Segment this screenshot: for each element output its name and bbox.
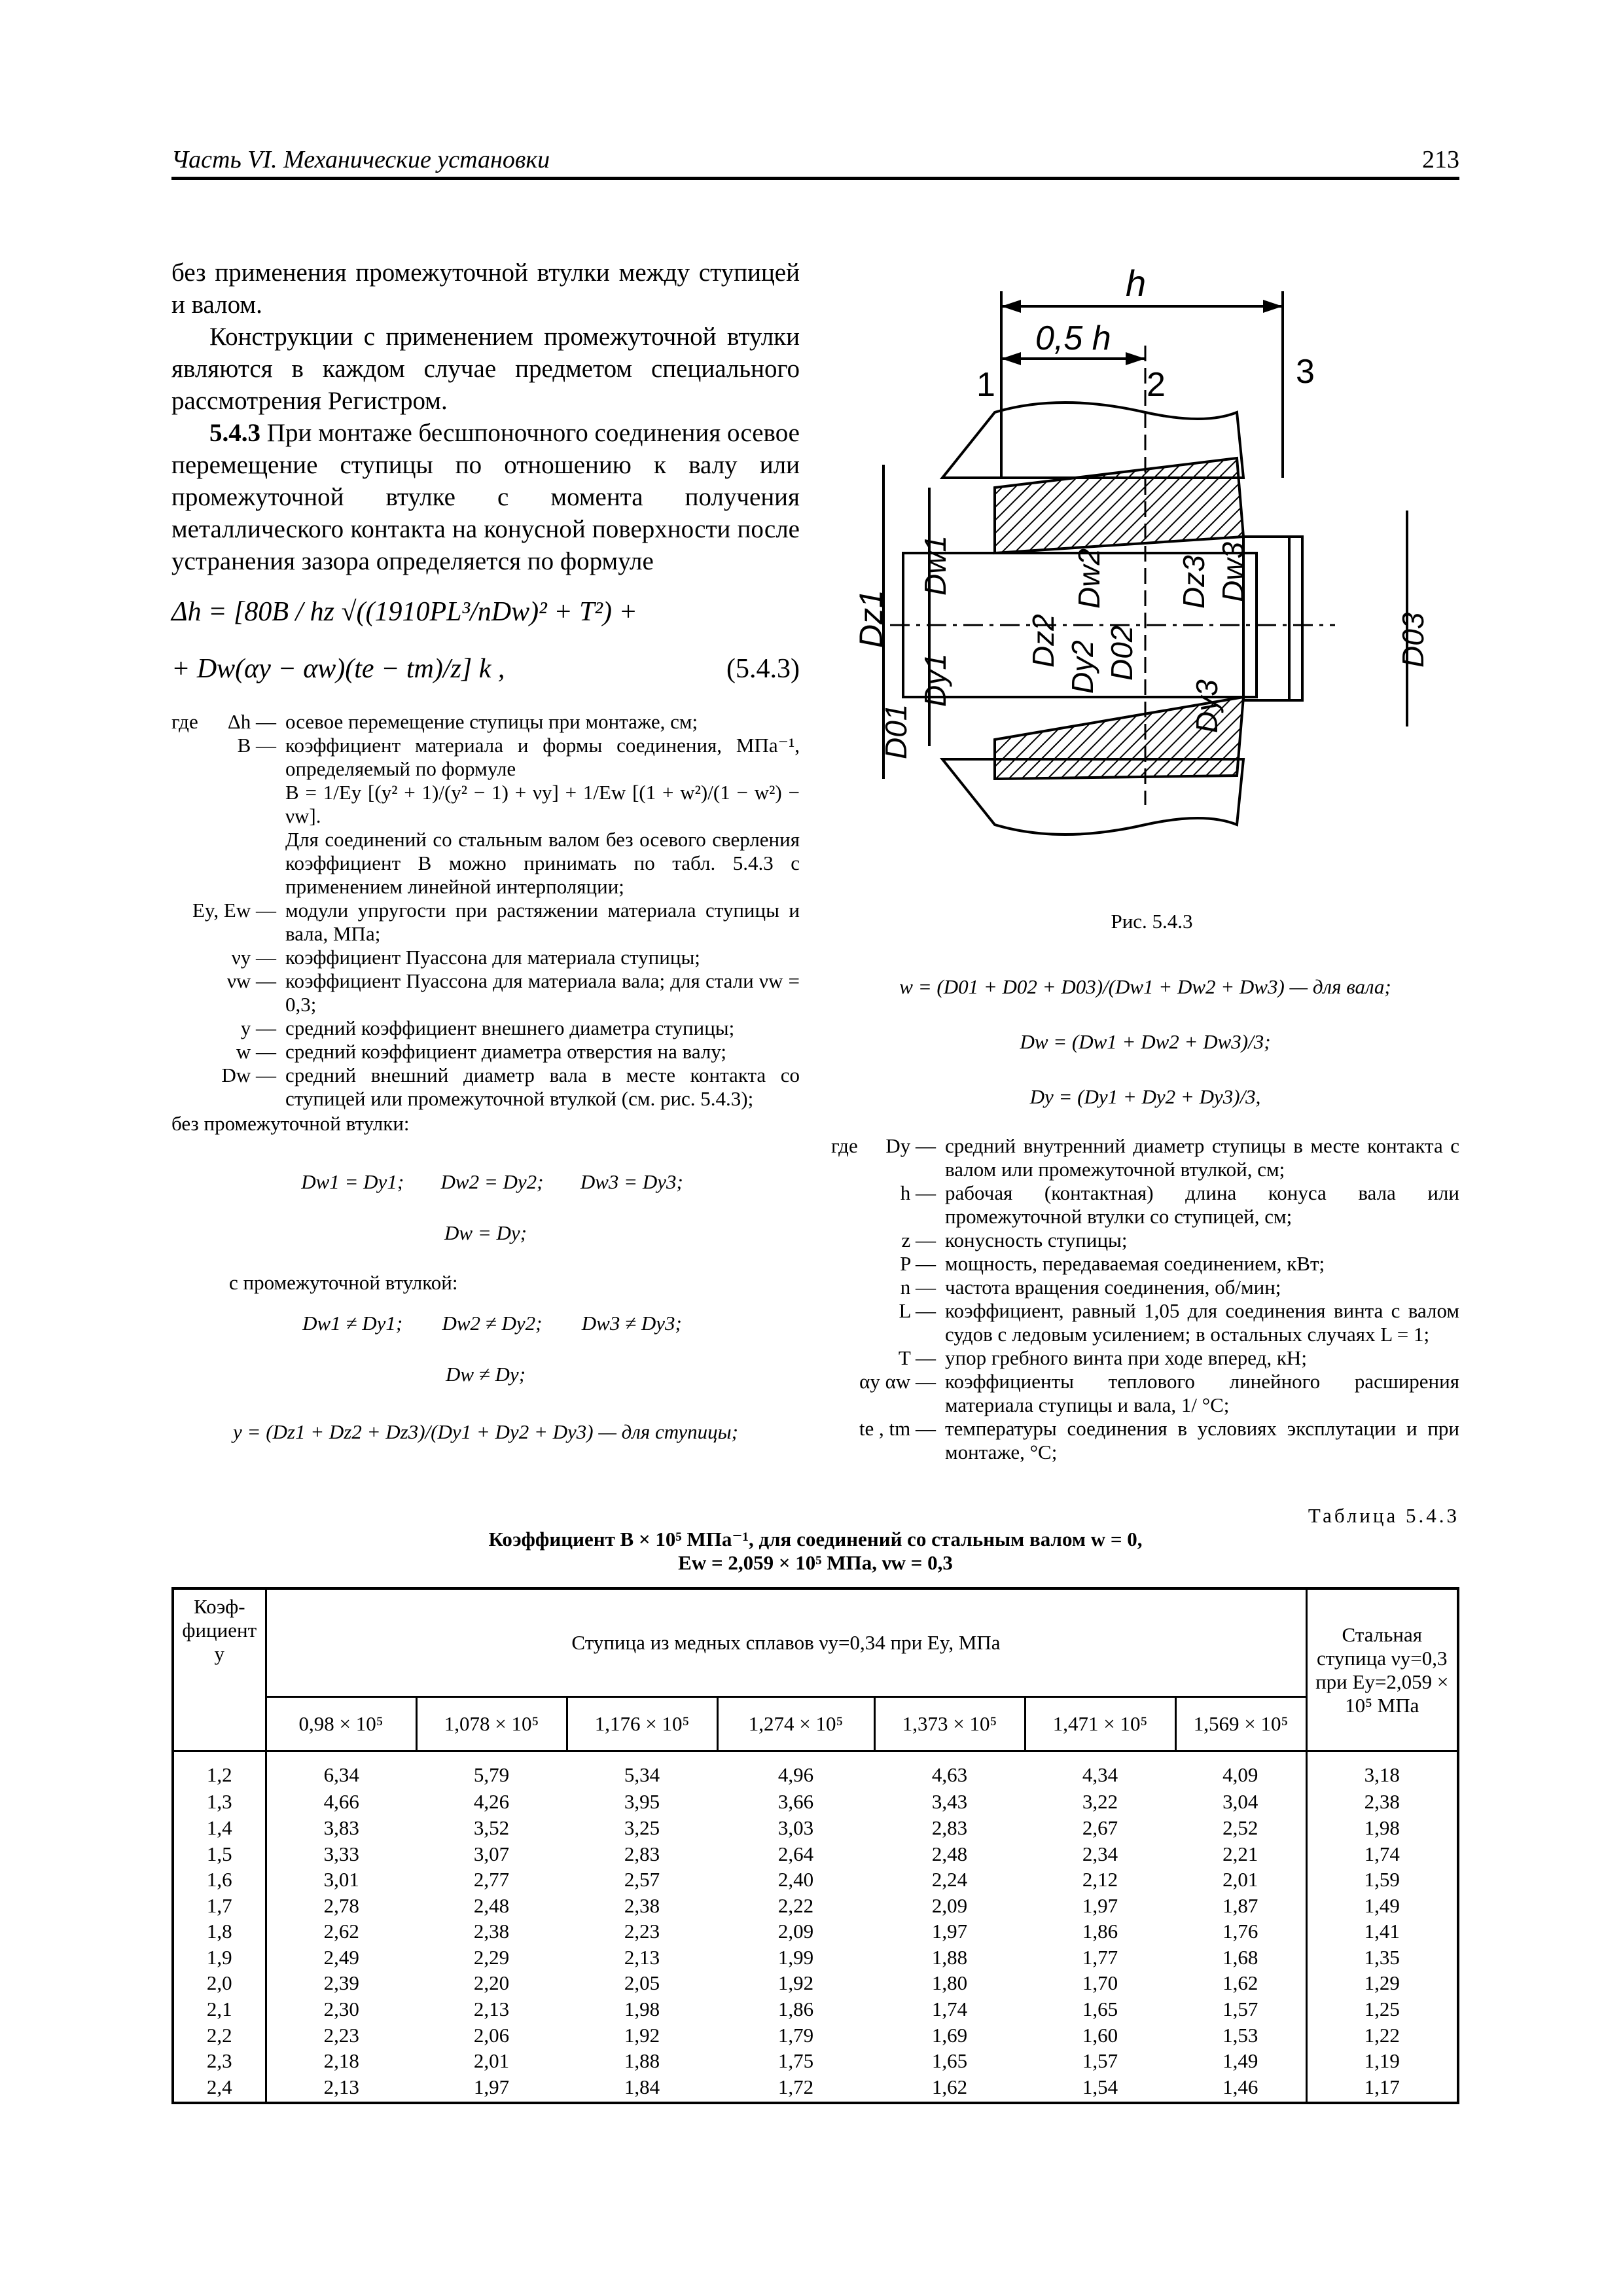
table-cell: 5,79 [473, 1763, 510, 1787]
table-title [171, 1528, 1459, 1575]
definition-text: Для соединений со стальным валом без осевого сверления коэффициент В можно принимать по табл. 5.4.3 с применением линейной интерполяции; [285, 828, 800, 898]
label-dy1: Dy1 [918, 653, 952, 707]
definition-text: B = 1/Ey [(y² + 1)/(y² − 1) + νy] + 1/Ew [(1 + w²)/(1 − w²) − νw]. [285, 781, 800, 827]
where-label-right: где [831, 1134, 858, 1157]
arrow-head [1263, 300, 1283, 313]
table-row [174, 1971, 1457, 1997]
table-cell: 3,43 [931, 1790, 968, 1814]
table-cell: 2,24 [931, 1868, 968, 1892]
filler-cell [717, 2100, 874, 2102]
table-cell: 3,07 [473, 1842, 510, 1865]
table-cell: 2,62 [323, 1920, 359, 1943]
table-cell: 2,48 [931, 1842, 968, 1865]
table-cell: 3,95 [624, 1790, 660, 1814]
table-cell: 1,35 [1364, 1945, 1400, 1969]
right-equations [831, 975, 1459, 1111]
table-cell: 2,29 [473, 1945, 510, 1969]
table-cell: 1,62 [1175, 1971, 1306, 1997]
table-cell: 1,87 [1175, 1893, 1306, 1919]
table-cell: 1,19 [1364, 2049, 1400, 2073]
arrow-head [1001, 352, 1021, 365]
definition-symbol: Δh — [227, 710, 276, 733]
equations-with-sleeve [171, 1312, 800, 1386]
definition-text: осевое перемещение ступицы при монтаже, см; [285, 710, 698, 733]
definition-symbol: y — [240, 1016, 276, 1039]
definition-text: коэффициент Пуассона для материала ступицы; [285, 946, 700, 969]
table-cell: 2,05 [624, 1971, 660, 1995]
table-row [174, 1918, 1457, 1945]
table-label: Таблица 5.4.3 [1308, 1504, 1459, 1527]
definition-text: коэффициент Пуассона для материала вала; для стали νw = 0,3; [285, 969, 800, 1016]
table-cell: 6,34 [323, 1763, 359, 1787]
arrow-head [1126, 352, 1145, 365]
eq-dw3-dy3: Dw3 = Dy3; [580, 1170, 683, 1193]
table-cell: 2,20 [473, 1971, 510, 1995]
label-dz2: Dz2 [1026, 614, 1060, 668]
filler-cell [1306, 2100, 1457, 2102]
subheader-row [174, 1696, 1457, 1751]
table-cell: 2,39 [323, 1971, 359, 1995]
label-dz3: Dz3 [1177, 555, 1211, 609]
table-row [174, 1867, 1457, 1893]
table-cell: 2,23 [323, 2023, 359, 2047]
definition-text: средний коэффициент внешнего диаметра ступицы; [285, 1016, 735, 1039]
definition-symbol: νy — [231, 946, 276, 969]
table-cell: 1,25 [1364, 1998, 1400, 2021]
row-coef-cell: 1,9 [174, 1945, 266, 1971]
table-cell: 1,69 [931, 2023, 968, 2047]
table-row [174, 1996, 1457, 2022]
row-coef-cell: 1,4 [174, 1815, 266, 1841]
table-cell: 2,38 [624, 1893, 660, 1917]
where-label: где [171, 710, 198, 733]
row-coef-cell: 1,7 [174, 1893, 266, 1919]
filler-cell [1025, 2100, 1175, 2102]
label-dz1: Dz1 [853, 590, 889, 648]
row-coef-cell: 1,3 [174, 1789, 266, 1816]
table-cell: 2,13 [473, 1998, 510, 2021]
filler-cell [266, 2100, 416, 2102]
definition-symbol: w — [236, 1040, 276, 1063]
table-cell: 2,57 [624, 1868, 660, 1892]
formula-block [171, 586, 800, 692]
table-cell: 4,09 [1175, 1751, 1306, 1789]
table-cell: 2,18 [323, 2049, 359, 2073]
table-cell: 1,74 [1364, 1842, 1400, 1865]
table-cell: 4,96 [777, 1763, 814, 1787]
table-cell: 1,99 [777, 1945, 814, 1969]
table-cell: 2,09 [777, 1920, 814, 1943]
table-cell: 4,34 [1082, 1763, 1118, 1787]
table-cell: 3,22 [1082, 1790, 1118, 1814]
table-cell: 1,57 [1082, 2049, 1118, 2073]
table-cell: 1,88 [931, 1945, 968, 1969]
label-dy3: Dy3 [1190, 679, 1224, 733]
label-dw1: Dw1 [918, 535, 952, 596]
formula-number: (5.4.3) [726, 654, 800, 684]
table-cell: 2,48 [473, 1893, 510, 1917]
table-cell: 2,78 [323, 1893, 359, 1917]
definition-text: коэффициент материала и формы соединения, МПа⁻¹, определяемый по формуле [285, 734, 800, 780]
definition-list-right [831, 1134, 1459, 1464]
table-cell: 3,18 [1364, 1763, 1400, 1787]
table-cell: 1,92 [624, 2023, 660, 2047]
table-cell: 1,84 [624, 2075, 660, 2098]
table-cell: 2,23 [624, 1920, 660, 1943]
table-cell: 1,72 [777, 2075, 814, 2098]
table-cell: 2,83 [931, 1816, 968, 1839]
table-title-line-1: Коэффициент B × 10⁵ МПа⁻¹, для соединений со стальным валом w = 0, [488, 1528, 1143, 1551]
table-row [174, 2022, 1457, 2049]
header-rule [171, 177, 1459, 180]
definition-text: температуры соединения в условиях эксплутации и при монтаже, °C; [945, 1417, 1459, 1463]
definition-symbol: P — [900, 1252, 936, 1275]
definition-text: рабочая (контактная) длина конуса вала или промежуточной втулки со ступицей, см; [945, 1181, 1459, 1228]
table-cell: 4,66 [323, 1790, 359, 1814]
filler-cell [174, 2100, 266, 2102]
definition-text: средний внешний диаметр вала в месте контакта со ступицей или промежуточной втулкой (см. рис. 5.4.3); [285, 1064, 800, 1110]
definition-symbol: Dy — [885, 1134, 936, 1157]
definition-symbol: h — [900, 1181, 936, 1204]
table-cell: 1,22 [1364, 2023, 1400, 2047]
definition-text: коэффициенты теплового линейного расширения материала ступицы и вала, 1/ °C; [945, 1370, 1459, 1416]
table-cell: 1,88 [624, 2049, 660, 2073]
table-cell: 1,17 [1364, 2075, 1400, 2098]
table-cell: 4,26 [473, 1790, 510, 1814]
definition-symbol: Dw — [221, 1064, 276, 1086]
table-cell: 1,92 [777, 1971, 814, 1995]
subheader-cell: 1,176 × 10⁵ [567, 1696, 717, 1751]
definition-symbol: n — [900, 1276, 936, 1299]
table-cell: 2,67 [1082, 1816, 1118, 1839]
clause-text: При монтаже бесшпоночного соединения осевое перемещение ступицы по отношению к валу или промежуточной втулке с момента получения металлического контакта на конусной поверхности после устранения зазора определяется по формуле [171, 419, 800, 575]
table-cell: 1,79 [777, 2023, 814, 2047]
label-2: 2 [1147, 366, 1166, 404]
eq-dy-mean: Dy = (Dy1 + Dy2 + Dy3)/3, [1029, 1085, 1261, 1108]
subheader-cell: 1,078 × 10⁵ [416, 1696, 567, 1751]
table-cell: 2,30 [323, 1998, 359, 2021]
definition-text: средний внутренний диаметр ступицы в месте контакта с валом или промежуточной втулкой, см; [945, 1134, 1459, 1181]
table-cell: 2,83 [624, 1842, 660, 1865]
table-cell: 3,25 [624, 1816, 660, 1839]
left-definitions [171, 710, 800, 1136]
table-cell: 3,66 [777, 1790, 814, 1814]
right-definitions [831, 1134, 1459, 1464]
table-row [174, 1893, 1457, 1919]
label-dw3: Dw3 [1216, 541, 1250, 602]
table-cell: 1,65 [931, 2049, 968, 2073]
table-cell: 1,75 [777, 2049, 814, 2073]
table-cell: 1,62 [931, 2075, 968, 2098]
eq-w: w = (D01 + D02 + D03)/(Dw1 + Dw2 + Dw3) — для вала; [899, 975, 1391, 998]
subheader-cell: 1,373 × 10⁵ [874, 1696, 1025, 1751]
table-cell: 1,80 [931, 1971, 968, 1995]
table-cell: 3,01 [323, 1868, 359, 1892]
eq-dw1-dy1: Dw1 = Dy1; [301, 1170, 404, 1193]
definition-text: упор гребного винта при ходе вперед, кН; [945, 1346, 1307, 1369]
table-cell: 2,21 [1175, 1841, 1306, 1867]
table-row [174, 1789, 1457, 1816]
table-row [174, 1751, 1457, 1789]
table-cell: 2,09 [931, 1893, 968, 1917]
table-cell: 2,40 [777, 1868, 814, 1892]
table-cell: 2,77 [473, 1868, 510, 1892]
without-sleeve-label: без промежуточной втулки: [171, 1112, 410, 1135]
table-cell: 2,38 [473, 1920, 510, 1943]
table-cell: 2,01 [473, 2049, 510, 2073]
table-cell: 3,33 [323, 1842, 359, 1865]
table-cell: 1,76 [1175, 1918, 1306, 1945]
table-cell: 1,65 [1082, 1998, 1118, 2021]
definition-symbol: νw — [226, 969, 276, 992]
table-row [174, 2074, 1457, 2100]
definition-list [171, 710, 800, 1111]
table-cell: 2,49 [323, 1945, 359, 1969]
table-cell: 1,49 [1175, 2048, 1306, 2074]
definition-text: средний коэффициент диаметра отверстия на валу; [285, 1040, 727, 1063]
eq-dw2-ne-dy2: Dw2 ≠ Dy2; [442, 1312, 543, 1335]
left-intro [171, 257, 800, 577]
eq-dw-dy: Dw = Dy; [444, 1221, 527, 1244]
table-cell: 1,49 [1364, 1893, 1400, 1917]
row-coef-cell: 1,2 [174, 1751, 266, 1789]
table-cell: 1,98 [1364, 1816, 1400, 1839]
table-cell: 1,41 [1364, 1920, 1400, 1943]
definition-symbol: Ey, Ew — [192, 899, 276, 922]
table-cell: 3,03 [777, 1816, 814, 1839]
table-cell: 1,54 [1082, 2075, 1118, 2098]
table-cell: 3,83 [323, 1816, 359, 1839]
table-cell: 1,74 [931, 1998, 968, 2021]
filler-cell [1175, 2100, 1306, 2102]
hub-section-top [995, 458, 1243, 553]
row-coef-cell: 2,3 [174, 2048, 266, 2074]
table-cell: 4,63 [931, 1763, 968, 1787]
table-cell: 1,97 [473, 2075, 510, 2098]
table-cell: 2,12 [1082, 1868, 1118, 1892]
formula-line-2: + Dw(αy − αw)(te − tm)/z] k , [171, 654, 505, 684]
with-sleeve-label: с промежуточной втулкой: [229, 1271, 458, 1294]
definition-symbol: B — [237, 734, 276, 757]
shaft-end [1243, 537, 1302, 700]
row-coef-cell: 2,0 [174, 1971, 266, 1997]
table-cell: 1,60 [1082, 2023, 1118, 2047]
definition-text: модули упругости при растяжении материала ступицы и вала, МПа; [285, 899, 800, 945]
definition-symbol [171, 781, 276, 828]
arrow-head [1001, 300, 1021, 313]
filler-cell [416, 2100, 567, 2102]
table-cell: 1,29 [1364, 1971, 1400, 1995]
figure-caption: Рис. 5.4.3 [1111, 910, 1193, 933]
figure-5-4-3 [853, 262, 1440, 877]
subheader-cell: 1,471 × 10⁵ [1025, 1696, 1175, 1751]
definition-text: мощность, передаваемая соединением, кВт; [945, 1252, 1325, 1275]
table-cell: 2,13 [624, 1945, 660, 1969]
eq-dw3-ne-dy3: Dw3 ≠ Dy3; [581, 1312, 682, 1335]
row-coef-cell: 2,2 [174, 2022, 266, 2049]
definition-symbol: αy αw — [859, 1370, 936, 1393]
table-cell: 1,57 [1175, 1996, 1306, 2022]
clause-number: 5.4.3 [209, 419, 260, 447]
equations-without-sleeve [171, 1170, 800, 1245]
label-dw2: Dw2 [1072, 548, 1106, 609]
coefficient-table [171, 1587, 1459, 2104]
label-half-h: 0,5 h [1035, 319, 1111, 357]
table-cell: 1,77 [1082, 1945, 1118, 1969]
table-cell: 2,52 [1175, 1815, 1306, 1841]
definition-text: коэффициент, равный 1,05 для соединения винта с валом судов с ледовым усилением; в остальных случаях L = 1; [945, 1299, 1459, 1346]
eq-y: y = (Dz1 + Dz2 + Dz3)/(Dy1 + Dy2 + Dy3) — для ступицы; [233, 1420, 738, 1443]
formula-line-1: Δh = [80B / hz √((1910PL³/nDw)² + T²) + [171, 597, 637, 627]
definition-text: частота вращения соединения, об/мин; [945, 1276, 1281, 1299]
header-steel-hub: Стальная ступица νy=0,3 при Ey=2,059 × 10⁵ МПа [1306, 1590, 1457, 1751]
table-cell: 1,86 [777, 1998, 814, 2021]
label-d03: D03 [1396, 612, 1430, 668]
table-cell: 1,59 [1364, 1868, 1400, 1892]
table-cell: 1,97 [931, 1920, 968, 1943]
label-d01: D01 [879, 704, 913, 759]
definition-text: конусность ступицы; [945, 1229, 1128, 1251]
eq-dw1-ne-dy1: Dw1 ≠ Dy1; [302, 1312, 403, 1335]
label-1: 1 [976, 366, 995, 404]
table-cell: 2,01 [1175, 1867, 1306, 1893]
paragraph-sleeve-constructions: Конструкции с применением промежуточной втулки являются в каждом случае предметом специального рассмотрения Регистром. [171, 323, 800, 415]
filler-cell [567, 2100, 717, 2102]
table-body [174, 1751, 1457, 2102]
table-filler-row [174, 2100, 1457, 2102]
table-cell: 2,64 [777, 1842, 814, 1865]
table-cell: 1,53 [1175, 2022, 1306, 2049]
table-cell: 1,98 [624, 1998, 660, 2021]
table-cell: 2,34 [1082, 1842, 1118, 1865]
paragraph-5-4-3 [171, 417, 800, 577]
formula-line-2-row [171, 646, 800, 692]
header-copper-hub: Ступица из медных сплавов νy=0,34 при Ey, МПа [266, 1590, 1306, 1696]
table-cell: 1,86 [1082, 1920, 1118, 1943]
paragraph-continuation: без применения промежуточной втулки между ступицей и валом. [171, 259, 800, 319]
row-coef-cell: 1,6 [174, 1867, 266, 1893]
table-row [174, 2048, 1457, 2074]
subheader-cell: 1,569 × 10⁵ [1175, 1696, 1306, 1751]
table-cell: 1,46 [1175, 2074, 1306, 2100]
row-coef-cell: 1,5 [174, 1841, 266, 1867]
table-cell: 1,70 [1082, 1971, 1118, 1995]
table-cell: 1,97 [1082, 1893, 1118, 1917]
row-coef-cell: 2,1 [174, 1996, 266, 2022]
table-cell: 2,38 [1364, 1790, 1400, 1814]
table-cell: 5,34 [624, 1763, 660, 1787]
table-row [174, 1945, 1457, 1971]
label-h: h [1126, 262, 1147, 304]
label-d02: D02 [1105, 625, 1139, 681]
table-title-line-2: Ew = 2,059 × 10⁵ МПа, νw = 0,3 [678, 1551, 953, 1574]
row-coef-cell: 2,4 [174, 2074, 266, 2100]
table-row [174, 1841, 1457, 1867]
header-coef: Коэф-фициент y [174, 1590, 266, 1751]
page-number: 213 [1422, 146, 1459, 173]
table-cell: 1,68 [1175, 1945, 1306, 1971]
table-cell: 2,06 [473, 2023, 510, 2047]
eq-dw2-dy2: Dw2 = Dy2; [440, 1170, 544, 1193]
subheader-cell: 0,98 × 10⁵ [266, 1696, 416, 1751]
table-cell: 2,13 [323, 2075, 359, 2098]
table-cell: 2,22 [777, 1893, 814, 1917]
eq-dw-ne-dy: Dw ≠ Dy; [445, 1363, 526, 1386]
definition-symbol: L — [899, 1299, 936, 1322]
definition-symbol [171, 828, 276, 899]
running-header-title: Часть VI. Механические установки [171, 146, 550, 173]
table-grid [174, 1590, 1457, 2102]
table-row [174, 1815, 1457, 1841]
label-dy2: Dy2 [1065, 640, 1099, 694]
definition-symbol: te , tm — [859, 1417, 936, 1440]
filler-cell [874, 2100, 1025, 2102]
subheader-cell: 1,274 × 10⁵ [717, 1696, 874, 1751]
row-coef-cell: 1,8 [174, 1918, 266, 1945]
table-cell: 3,04 [1175, 1789, 1306, 1816]
definition-symbol: T — [898, 1346, 936, 1369]
table-cell: 3,52 [473, 1816, 510, 1839]
eq-dw-mean: Dw = (Dw1 + Dw2 + Dw3)/3; [1020, 1030, 1271, 1053]
definition-symbol: z — [901, 1229, 936, 1251]
label-3: 3 [1296, 353, 1315, 391]
